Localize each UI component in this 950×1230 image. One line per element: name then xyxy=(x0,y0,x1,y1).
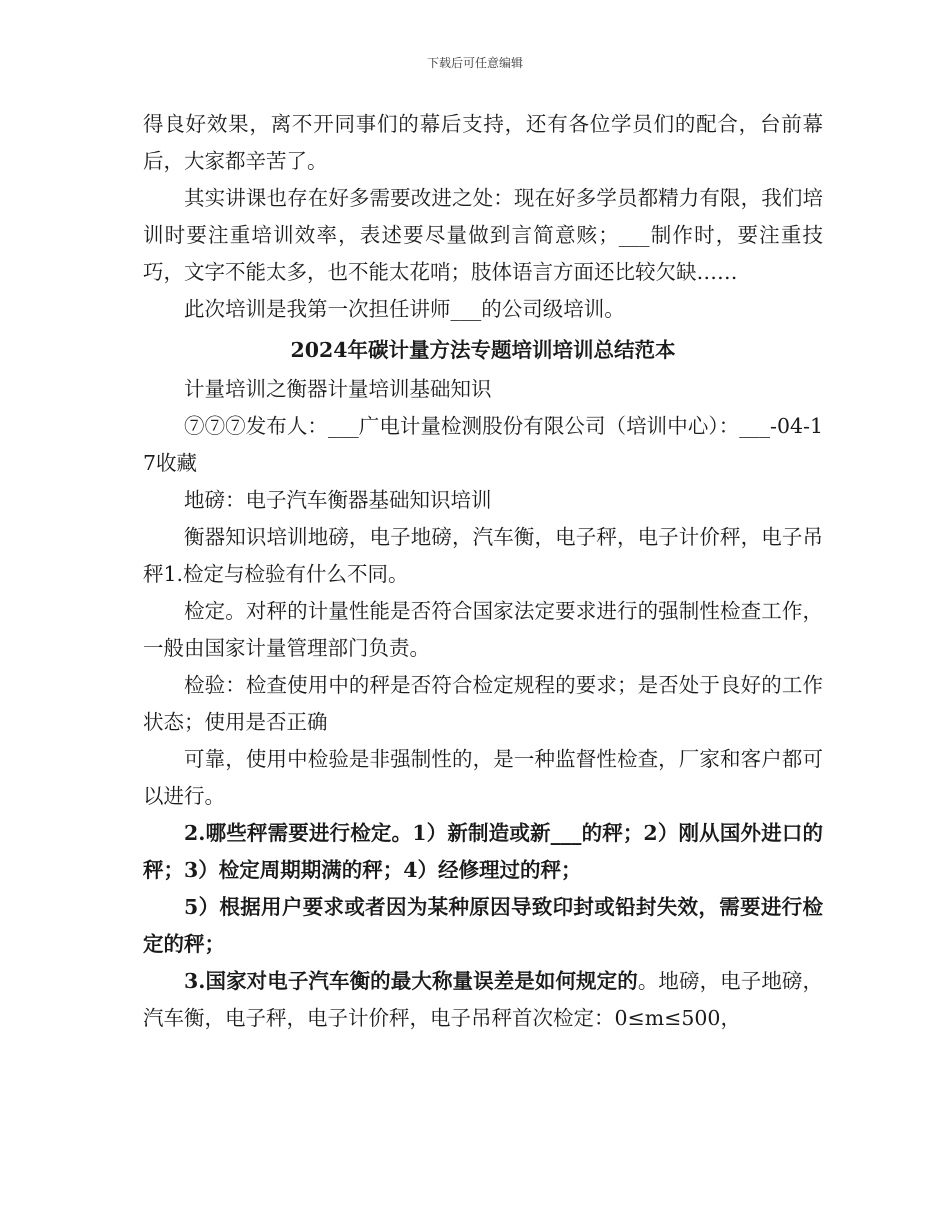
body-paragraph-2: ⑦⑦⑦发布人：___广电计量检测股份有限公司（培训中心）：___-04-17收藏 xyxy=(143,414,823,475)
body-paragraph-3: 地磅：电子汽车衡器基础知识培训 xyxy=(184,488,492,512)
last-paragraph xyxy=(143,963,823,1037)
body-paragraph-1: 计量培训之衡器计量培训基础知识 xyxy=(184,377,492,401)
bold-paragraph-1: 2.哪些秤需要进行检定。1）新制造或新___的秤；2）刚从国外进口的秤；3）检定周期期满的秤；4）经修理过的秤； xyxy=(143,821,823,882)
paragraph-1: 得良好效果，离不开同事们的幕后支持，还有各位学员们的配合，台前幕后，大家都辛苦了。 xyxy=(143,112,823,173)
last-paragraph-normal: 。地磅，电子地磅，汽车衡，电子秤，电子计价秤，电子吊秤首次检定：0≤m≤500， xyxy=(143,969,824,1030)
body-paragraph-5: 检定。对秤的计量性能是否符合国家法定要求进行的强制性检查工作，一般由国家计量管理部门负责。 xyxy=(143,599,823,660)
bold-paragraph-2: 5）根据用户要求或者因为某种原因导致印封或铅封失效，需要进行检定的秤； xyxy=(143,895,823,956)
body-paragraph-4: 衡器知识培训地磅，电子地磅，汽车衡，电子秤，电子计价秤，电子吊秤1.检定与检验有什么不同。 xyxy=(143,525,823,586)
paragraph-3: 此次培训是我第一次担任讲师___的公司级培训。 xyxy=(184,297,625,321)
page-header: 下载后可任意编辑 xyxy=(426,56,523,70)
paragraph-2: 其实讲课也存在好多需要改进之处：现在好多学员都精力有限，我们培训时要注重培训效率，表述要尽量做到言简意赅；___制作时，要注重技巧，文字不能太多，也不能太花哨；肢体语言方面还比较欠缺…… xyxy=(143,186,823,284)
document-title: 2024年碳计量方法专题培训培训总结范本 xyxy=(290,338,676,362)
body-paragraph-7: 可靠，使用中检验是非强制性的，是一种监督性检查，厂家和客户都可以进行。 xyxy=(143,747,823,808)
document-body xyxy=(143,106,823,1037)
last-paragraph-bold: 3.国家对电子汽车衡的最大称量误差是如何规定的 xyxy=(184,969,638,993)
body-paragraph-6: 检验：检查使用中的秤是否符合检定规程的要求；是否处于良好的工作状态；使用是否正确 xyxy=(143,673,823,734)
